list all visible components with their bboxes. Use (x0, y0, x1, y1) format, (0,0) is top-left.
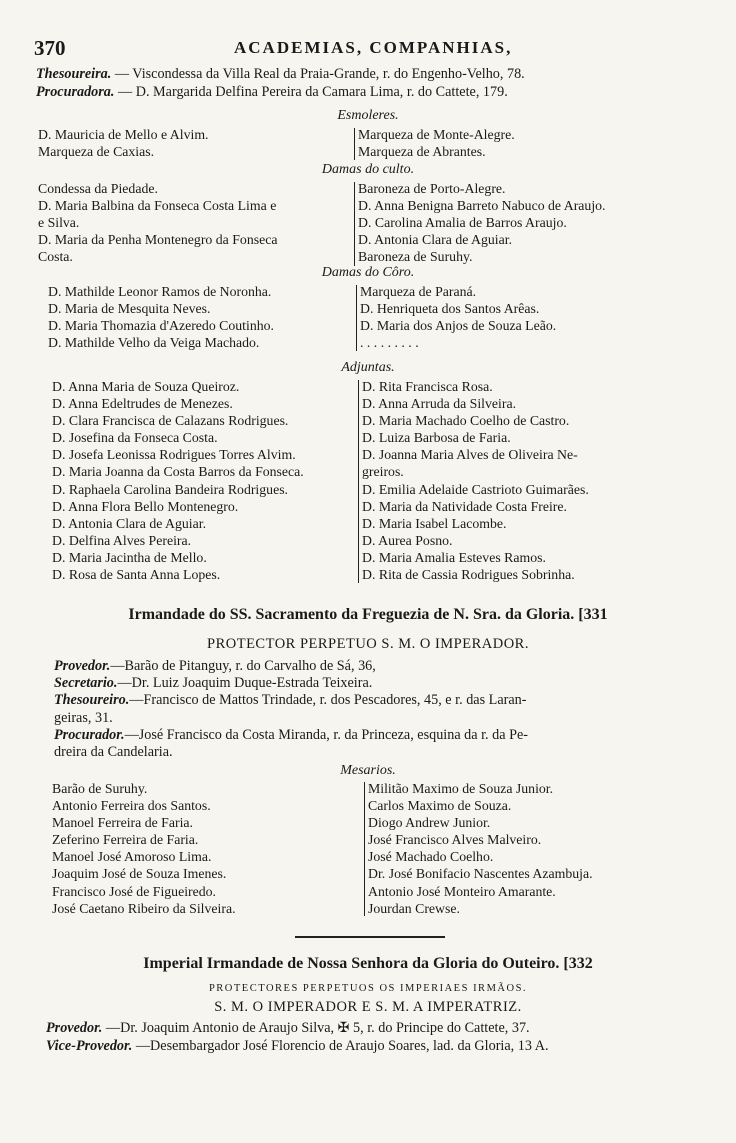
list-item: D. Maria Jacintha de Mello. (52, 549, 207, 565)
officer-role: Vice-Provedor. (46, 1038, 133, 1054)
list-item: D. Anna Flora Bello Montenegro. (52, 498, 239, 514)
list-item: D. Clara Francisca de Calazans Rodrigues. (52, 413, 289, 429)
officer-line (46, 1020, 530, 1037)
list-item: D. Mathilde Leonor Ramos de Noronha. (48, 284, 272, 299)
list-item: D. Aurea Posno. (362, 532, 453, 548)
list-item: D. Maria Balbina da Fonseca Costa Lima e (38, 198, 277, 214)
list-item: D. Anna Edeltrudes de Menezes. (52, 396, 233, 412)
list-item: Carlos Maximo de Souza. (368, 798, 512, 814)
protector-line: PROTECTORES PERPETUOS OS IMPERIAES IRMÃOS. (208, 983, 528, 994)
list-item: Jourdan Crewse. (368, 900, 460, 916)
section-rule (295, 936, 445, 938)
list-item: D. Maria dos Anjos de Souza Leão. (360, 318, 557, 334)
officer-text: dreira da Candelaria. (54, 744, 173, 760)
list-item: D. Maria Amalia Esteves Ramos. (362, 549, 546, 565)
list-item: D. Maria Isabel Lacombe. (362, 515, 507, 531)
officer-role: Secretario. (54, 675, 118, 692)
officer-text: —Dr. Luiz Joaquim Duque-Estrada Teixeira. (117, 675, 373, 692)
list-item: Francisco José de Figueiredo. (52, 883, 216, 899)
officer-text: —José Francisco da Costa Miranda, r. da Princeza, esquina da r. da Pe- (124, 726, 529, 743)
left-column (38, 180, 277, 265)
section-title: Imperial Irmandade de Nossa Senhora da Gloria do Outeiro. [332 (143, 955, 593, 972)
officer-line (54, 744, 173, 761)
list-item: Dr. José Bonifacio Nascentes Azambuja. (368, 866, 593, 882)
list-item: Baroneza de Suruhy. (358, 249, 473, 265)
officer-line (54, 727, 528, 744)
officer-line (36, 66, 525, 83)
officer-line (54, 658, 376, 675)
list-item: José Machado Coelho. (368, 849, 494, 865)
list-item: D. Rita Francisca Rosa. (362, 379, 493, 394)
list-item: D. Rita de Cassia Rodrigues Sobrinha. (362, 567, 575, 583)
subsection-heading: Damas do culto. (321, 162, 415, 177)
column-divider (358, 380, 359, 583)
right-column (360, 283, 556, 351)
list-item: D. Josefina da Fonseca Costa. (52, 430, 218, 446)
list-item: greiros. (362, 464, 404, 480)
officer-role: Provedor. (54, 658, 111, 674)
right-column (368, 780, 593, 917)
list-item: Marqueza de Abrantes. (358, 144, 486, 160)
officer-text: — D. Margarida Delfina Pereira da Camara Lima, r. do Cattete, 179. (114, 84, 508, 100)
list-item: Militão Maximo de Souza Junior. (368, 781, 554, 796)
page-header (34, 36, 714, 66)
list-item: D. Luiza Barbosa de Faria. (362, 430, 511, 446)
officer-line (46, 1038, 549, 1055)
right-column (358, 126, 515, 160)
running-title: ACADEMIAS, COMPANHIAS, (234, 38, 513, 57)
left-column (52, 378, 304, 583)
list-item: D. Josefa Leonissa Rodrigues Torres Alvim. (52, 447, 296, 463)
list-item: Manoel José Amoroso Lima. (52, 849, 212, 865)
list-item: Condessa da Piedade. (38, 181, 158, 196)
subsection-heading: Adjuntas. (341, 360, 395, 375)
list-item: D. Raphaela Carolina Bandeira Rodrigues. (52, 481, 289, 497)
list-item: D. Delfina Alves Pereira. (52, 532, 192, 548)
list-item: Manoel Ferreira de Faria. (52, 815, 193, 831)
list-item: Marqueza de Caxias. (38, 144, 155, 160)
left-column (48, 283, 274, 351)
officer-role: Procurador. (54, 726, 125, 743)
list-item: D. Maria de Mesquita Neves. (48, 301, 211, 317)
left-column (38, 126, 209, 160)
list-item: D. Antonia Clara de Aguiar. (52, 515, 207, 531)
list-item: Costa. (38, 249, 73, 265)
officer-text: geiras, 31. (54, 709, 113, 726)
list-item: D. Maria Joanna da Costa Barros da Fonseca. (52, 464, 304, 480)
subsection-heading: Esmoleres. (337, 108, 399, 123)
officer-role: Provedor. (46, 1020, 103, 1036)
list-item: D. Anna Benigna Barreto Nabuco de Araujo. (358, 198, 606, 214)
list-item: Barão de Suruhy. (52, 781, 148, 796)
officer-text: — Viscondessa da Villa Real da Praia-Grande, r. do Engenho-Velho, 78. (111, 66, 525, 82)
column-divider (354, 182, 355, 266)
column-divider (354, 128, 355, 160)
officer-text: —Francisco de Mattos Trindade, r. dos Pescadores, 45, e r. das Laran- (129, 692, 527, 709)
list-item: Diogo Andrew Junior. (368, 815, 491, 831)
officer-line (54, 710, 113, 727)
list-item: D. Antonia Clara de Aguiar. (358, 232, 513, 248)
list-item: D. Maria da Natividade Costa Freire. (362, 498, 567, 514)
list-item: D. Rosa de Santa Anna Lopes. (52, 567, 221, 583)
officer-role: Thesoureira. (36, 66, 112, 82)
list-item: D. Mathilde Velho da Veiga Machado. (48, 335, 260, 351)
officer-line (54, 675, 372, 692)
list-item: Antonio Ferreira dos Santos. (52, 798, 211, 814)
list-item: e Silva. (38, 215, 80, 231)
list-item: José Francisco Alves Malveiro. (368, 832, 542, 848)
list-item: D. Henriqueta dos Santos Arêas. (360, 301, 540, 317)
list-item: D. Maria da Penha Montenegro da Fonseca (38, 232, 278, 248)
list-item: D. Mauricia de Mello e Alvim. (38, 127, 209, 142)
officer-role: Thesoureiro. (54, 692, 130, 709)
subsection-heading: Damas do Côro. (321, 265, 415, 280)
list-item: D. Maria Machado Coelho de Castro. (362, 413, 570, 429)
list-item: Marqueza de Monte-Alegre. (358, 127, 515, 142)
right-column (358, 180, 606, 265)
officer-text: —Dr. Joaquim Antonio de Araujo Silva, ✠ 5, r. do Principe do Cattete, 37. (102, 1020, 530, 1036)
list-item: José Caetano Ribeiro da Silveira. (52, 900, 236, 916)
list-item: D. Emilia Adelaide Castrioto Guimarães. (362, 481, 589, 497)
left-column (52, 780, 236, 917)
list-item: D. Anna Maria de Souza Queiroz. (52, 379, 240, 394)
officer-role: Procuradora. (36, 84, 115, 100)
list-item: Baroneza de Porto-Alegre. (358, 181, 506, 196)
list-item: D. Anna Arruda da Silveira. (362, 396, 517, 412)
list-item: D. Joanna Maria Alves de Oliveira Ne- (362, 447, 578, 463)
list-item: Zeferino Ferreira de Faria. (52, 832, 199, 848)
protector-line: PROTECTOR PERPETUO S. M. O IMPERADOR. (207, 636, 529, 652)
page-number: 370 (34, 36, 66, 60)
list-item: Joaquim José de Souza Imenes. (52, 866, 227, 882)
list-item: . . . . . . . . . (360, 335, 419, 351)
officer-text: —Barão de Pitanguy, r. do Carvalho de Sá, 36, (110, 658, 376, 674)
officer-line (36, 84, 508, 101)
list-item: Marqueza de Paraná. (360, 284, 477, 299)
majesties-line: S. M. O IMPERADOR E S. M. A IMPERATRIZ. (214, 999, 522, 1015)
list-item: Antonio José Monteiro Amarante. (368, 883, 556, 899)
list-item: D. Maria Thomazia d'Azeredo Coutinho. (48, 318, 274, 334)
right-column (362, 378, 589, 583)
subsection-heading: Mesarios. (340, 763, 396, 778)
list-item: D. Carolina Amalia de Barros Araujo. (358, 215, 567, 231)
section-title: Irmandade do SS. Sacramento da Freguezia de N. Sra. da Gloria. [331 (128, 606, 608, 623)
column-divider (356, 285, 357, 351)
column-divider (364, 782, 365, 916)
officer-text: —Desembargador José Florencio de Araujo Soares, lad. da Gloria, 13 A. (132, 1038, 549, 1054)
officer-line (54, 692, 526, 709)
